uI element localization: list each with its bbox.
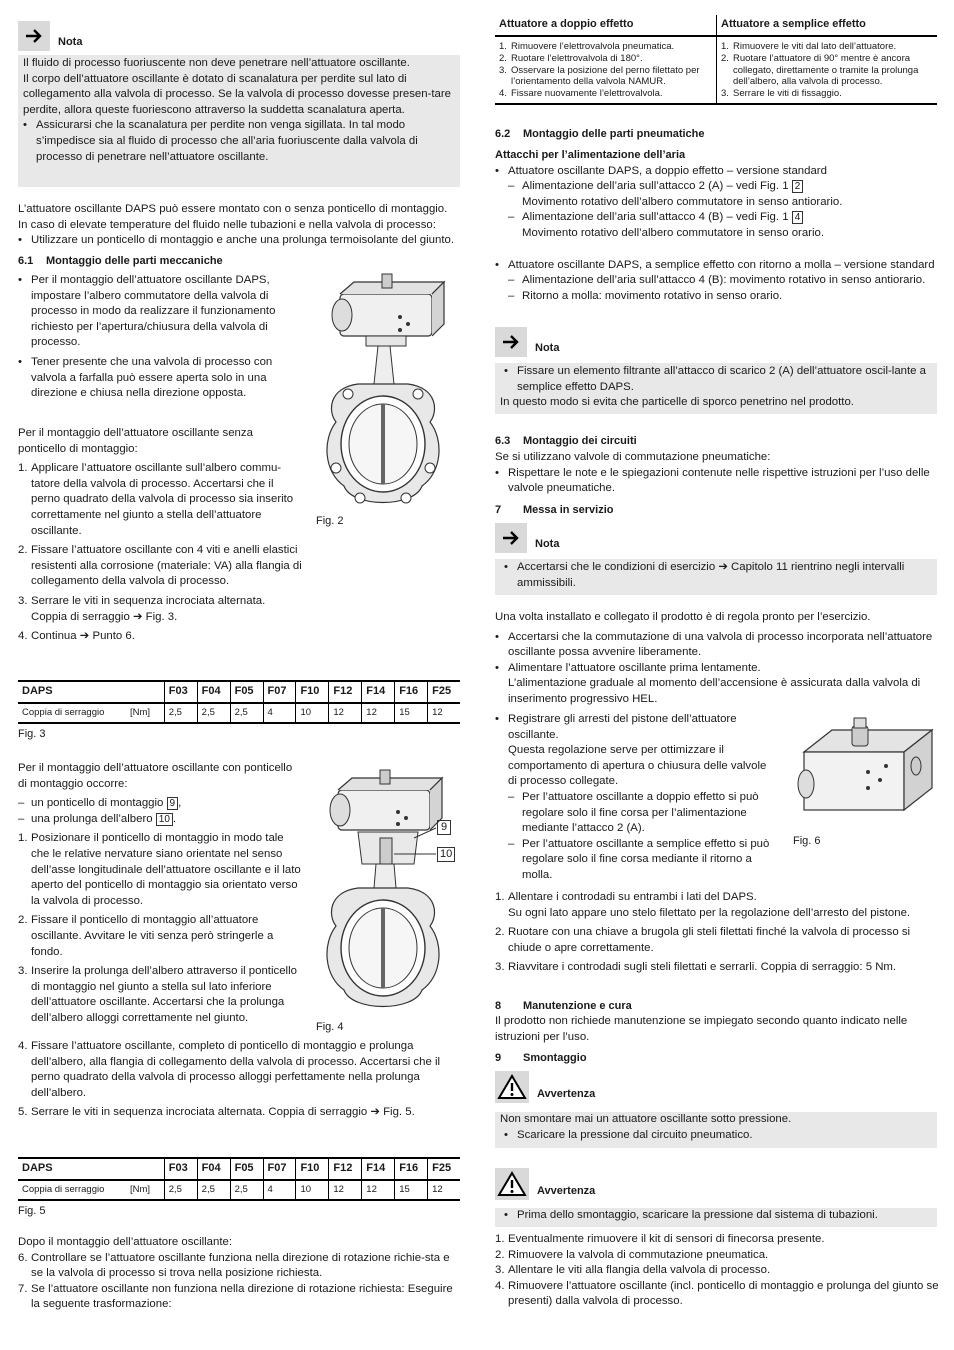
subheading: Attacchi per l’alimentazione dell’aria	[495, 149, 686, 161]
section-heading-6-3: 6.3 Montaggio dei circuiti	[495, 435, 637, 447]
table-cell: 12	[329, 1180, 362, 1200]
figure-caption: Fig. 3	[18, 728, 46, 740]
mounting-without-bridge	[18, 426, 304, 645]
note-box	[18, 55, 460, 187]
table-cell: [Nm]	[130, 1184, 151, 1195]
list-item: 2. Ruotare l’elettrovalvola di 180°.	[499, 52, 643, 64]
table-header: F04	[197, 681, 230, 703]
list-item: 2. Ruotare con una chiave a brugola gli steli filettati finché la valvola di processo si chiude o apre correttamente.	[495, 926, 911, 954]
mounting-with-bridge-cont	[18, 1039, 464, 1121]
section-heading-6-1: 6.1 Montaggio delle parti meccaniche	[18, 255, 223, 267]
table-header: F05	[230, 1158, 263, 1180]
list-item: 2. Fissare l’attuatore oscillante con 4 viti e anelli elastici resistenti alla corrosione (materiale: VA) alla flangia di collegamento della valvola di processo.	[18, 544, 302, 588]
table-header: F12	[329, 681, 362, 703]
double-acting-steps	[495, 36, 717, 104]
list-item: 3. Inserire la prolunga dell’albero attraverso il ponticello di montaggio nel giunto a stella sul lato inferiore dell’attuatore oscillante. Accertarsi che la prolunga dell’albero alloggi correttamente nel giunto.	[18, 965, 297, 1024]
list-item: 3. Riavvitare i controdadi sugli steli filettati e serrarli. Coppia di serraggio: 5 Nm.	[495, 961, 897, 974]
table-cell: 12	[428, 703, 460, 723]
list-item: 6. Controllare se l’attuatore oscillante funziona nella direzione di rotazione richie-sta e se la valvola di processo si trova nella posizione richiesta.	[18, 1251, 450, 1280]
table-cell: 12	[329, 703, 362, 723]
list-item: • Registrare gli arresti del pistone dell’attuatore oscillante.	[495, 712, 770, 743]
table-cell: 2,5	[197, 703, 230, 723]
list-item: 4. Fissare l’attuatore oscillante, completo di ponticello di montaggio e prolunga dell’albero, alla flangia di collegamento della valvola di processo. Accertarsi che il perno quadrato della valvola di processo alloggi perfettamente nella prolunga dell’albero.	[18, 1040, 441, 1099]
section-6-3-body	[495, 450, 941, 497]
warning-text: Non smontare mai un attuatore oscillante sotto pressione.	[500, 1113, 792, 1125]
warning-triangle-icon	[495, 1168, 529, 1200]
piston-stop-steps	[495, 890, 941, 976]
intro-block	[18, 202, 464, 249]
torque-table-fig5	[18, 1157, 460, 1201]
table-header: F03	[164, 681, 197, 703]
note-header	[495, 523, 695, 553]
piston-stop-block	[495, 712, 770, 884]
list-item: 7. Se l’attuatore oscillante non funziona nella direzione di rotazione richiesta: Eseguire la seguente trasformazione:	[18, 1282, 453, 1311]
after-mounting	[18, 1235, 464, 1313]
list-item: 1. Rimuovere l’elettrovalvola pneumatica.	[499, 41, 675, 52]
actuator-valve-drawing	[318, 272, 448, 512]
warning-triangle-icon	[495, 1071, 529, 1103]
single-acting-steps	[717, 36, 938, 104]
table-cell: 12	[428, 1180, 460, 1200]
table-header: F10	[296, 1158, 329, 1180]
list-item: – una prolunga dell’albero 10 .	[18, 812, 304, 828]
table-header: F07	[263, 681, 296, 703]
actuator-conversion-table	[495, 15, 937, 105]
intro-text: In caso di elevate temperature del fluido nelle tubazioni e nella valvola di processo:	[18, 218, 436, 231]
table-header: F16	[395, 681, 428, 703]
paragraph: Una volta installato e collegato il prodotto è di regola pronto per l’esercizio.	[495, 611, 871, 623]
list-item: • Per il montaggio dell’attuatore oscillante DAPS, impostare l’albero commutatore della valvola di processo in modo da realizzare il funzionamento richiesto per l’apertura/chiusura della valvola di processo.	[18, 273, 293, 351]
figure-caption: Fig. 4	[316, 1021, 344, 1033]
section-7-body	[495, 610, 941, 708]
table-header: F12	[329, 1158, 362, 1180]
warning-header	[495, 1071, 695, 1103]
note-title: Nota	[58, 36, 83, 49]
section-heading-8: 8 Manutenzione e cura	[495, 1000, 632, 1012]
list-item: – Per l’attuatore oscillante a doppio effetto si può regolare solo il fine corsa per l’alimentazione mediante l’attacco 2 (A).	[495, 790, 770, 837]
table-header: F25	[428, 681, 460, 703]
intro-bullet: • Utilizzare un ponticello di montaggio e anche una prolunga termoisolante del giunto.	[18, 233, 464, 249]
table-header: F07	[263, 1158, 296, 1180]
table-header: F14	[362, 681, 395, 703]
list-item: 4. Rimuovere l’attuatore oscillante (incl. ponticello di montaggio e prolunga del giunto se presenti) dalla valvola di processo.	[495, 1279, 939, 1308]
list-item: 1. Applicare l’attuatore oscillante sull’albero commu-tatore della valvola di processo. Accertarsi che il perno quadrato della valvola di processo sia inserito correttamente nel giunto a stella dell’attuatore oscillante.	[18, 462, 294, 537]
list-item-detail: L’alimentazione graduale al momento dell’accensione è assicurata dalla valvola di inserimento progressivo HEL.	[508, 677, 921, 705]
list-item: • Attuatore oscillante DAPS, a doppio effetto – versione standard	[495, 164, 941, 180]
paragraph: Il prodotto non richiede manutenzione se impiegato secondo quanto indicato nelle istruzioni per l’uso.	[495, 1015, 908, 1043]
table-cell: 2,5	[230, 1180, 263, 1200]
table-cell: 4	[263, 1180, 296, 1200]
section-heading-6-2: 6.2 Montaggio delle parti pneumatiche	[495, 128, 705, 140]
list-item: – Ritorno a molla: movimento rotativo in senso orario.	[495, 289, 941, 305]
warning-box	[495, 1208, 937, 1227]
table-row	[18, 703, 460, 723]
list-item-detail: Movimento rotativo dell’albero commutatore in senso orario.	[522, 226, 824, 239]
list-item: 3. Serrare le viti di fissaggio.	[721, 88, 842, 100]
table-header: F14	[362, 1158, 395, 1180]
note-text: In questo modo si evita che particelle di sporco penetrino nel prodotto.	[500, 396, 854, 409]
table-header: Attuatore a semplice effetto	[717, 15, 938, 36]
table-cell: 15	[395, 1180, 428, 1200]
table-header: F04	[197, 1158, 230, 1180]
table-header: F10	[296, 681, 329, 703]
list-item: 2. Fissare il ponticello di montaggio all’attuatore oscillante. Avvitare le viti senza però stringerle a fondo.	[18, 914, 274, 958]
list-item: • Alimentare l’attuatore oscillante prima lentamente.	[495, 661, 941, 677]
paragraph: Dopo il montaggio dell’attuatore oscillante:	[18, 1236, 233, 1248]
section-heading-7: 7 Messa in servizio	[495, 504, 614, 516]
note-box	[495, 363, 937, 414]
list-item: 3. Osservare la posizione del perno filettato per l’orientamento della valvola NAMUR.	[499, 64, 700, 88]
table-cell: 12	[362, 703, 395, 723]
note-bullet: • Assicurarsi che la scanalatura per perdite non venga sigillata. In tal modo s’impedisce sia al fluido di processo che all’aria fuoriuscente dalla valvola di processo di penetrare nell’attuatore oscillante.	[23, 118, 455, 165]
list-item: 1. Allentare i controdadi su entrambi i lati del DAPS. Su ogni lato appare uno stelo filettato per la regolazione dell’arresto del pistone.	[495, 891, 911, 919]
figure-ref-9: 9	[437, 820, 451, 835]
arrow-right-icon	[18, 21, 50, 51]
table-cell: 15	[395, 703, 428, 723]
table-header: F16	[395, 1158, 428, 1180]
arrow-right-icon	[495, 523, 527, 553]
table-cell: 2,5	[164, 703, 197, 723]
table-header: DAPS	[22, 685, 53, 698]
note-bullet: • Accertarsi che le condizioni di esercizio ➔ Capitolo 11 rientrino negli intervalli ammissibili.	[504, 560, 932, 591]
disassembly-steps	[495, 1232, 941, 1310]
intro-text: L’attuatore oscillante DAPS può essere montato con o senza ponticello di montaggio.	[18, 203, 448, 215]
note-title: Nota	[535, 538, 560, 551]
note-title: Nota	[535, 342, 560, 355]
table-cell: 10	[296, 1180, 329, 1200]
list-item: 4. Continua ➔ Punto 6.	[18, 630, 135, 643]
section-heading-9: 9 Smontaggio	[495, 1052, 587, 1064]
list-item: – un ponticello di montaggio 9 ,	[18, 796, 304, 812]
table-header: F03	[164, 1158, 197, 1180]
table-row	[18, 1180, 460, 1200]
table-cell: 4	[263, 703, 296, 723]
table-cell: 2,5	[164, 1180, 197, 1200]
table-cell: [Nm]	[130, 707, 151, 718]
list-item: • Rispettare le note e le spiegazioni contenute nelle rispettive istruzioni per l’uso delle valvole pneumatiche.	[495, 466, 941, 497]
table-cell: 10	[296, 703, 329, 723]
actuator-bridge-valve-drawing	[318, 768, 458, 1018]
torque-table-fig3	[18, 680, 460, 724]
table-header: F25	[428, 1158, 460, 1180]
list-item: 3. Serrare le viti in sequenza incrociata alternata. Coppia di serraggio ➔ Fig. 3.	[18, 594, 266, 623]
list-item: – Per l’attuatore oscillante a semplice effetto si può regolare solo il fine corsa mediante il ritorno a molla.	[495, 837, 770, 884]
list-item-detail: Questa regolazione serve per ottimizzare il comportamento di apertura o chiusura delle valvole di processo collegate.	[508, 744, 767, 788]
figure-ref-10: 10	[437, 847, 455, 862]
list-item: • Tener presente che una valvola di processo con valvola a farfalla può essere aperta solo in una direzione e chiusa nella direzione opposta.	[18, 355, 293, 402]
list-item: 2. Ruotare l’attuatore di 90° mentre è ancora collegato, direttamente o tramite la prolunga dell’albero, alla valvola di processo.	[721, 52, 919, 88]
mounting-with-bridge	[18, 761, 304, 1027]
list-item: 3. Allentare le viti alla flangia della valvola di processo.	[495, 1264, 771, 1277]
table-cell: Coppia di serraggio	[22, 707, 105, 718]
table-cell: Coppia di serraggio	[22, 1184, 105, 1195]
actuator-drawing	[796, 712, 938, 824]
table-header: DAPS	[22, 1162, 53, 1175]
note-text: Il corpo dell’attuatore oscillante è dotato di scanalatura per perdite sul lato di collegamento alla valvola di processo. Se la valvola di processo dovesse presen-tare perdite, allora queste fuoriescono attraverso la suddetta scanalatura aperta.	[23, 72, 452, 116]
warning-header	[495, 1168, 695, 1200]
paragraph: Per il montaggio dell’attuatore oscillante con ponticello di montaggio occorre:	[18, 762, 293, 790]
table-header: F05	[230, 681, 263, 703]
list-item: 2. Rimuovere la valvola di commutazione pneumatica.	[495, 1248, 769, 1261]
paragraph: Se si utilizzano valvole di commutazione pneumatiche:	[495, 451, 771, 463]
note-bullet: • Fissare un elemento filtrante all’attacco di scarico 2 (A) dell’attuatore oscil-lante a semplice effetto DAPS.	[504, 364, 932, 395]
warning-bullet: • Prima dello smontaggio, scaricare la pressione dal sistema di tubazioni.	[504, 1208, 932, 1224]
list-item-detail: Movimento rotativo dell’albero commutatore in senso antiorario.	[522, 195, 843, 208]
figure-caption: Fig. 6	[793, 835, 821, 847]
figure-caption: Fig. 2	[316, 515, 344, 527]
list-item: • Attuatore oscillante DAPS, a semplice effetto con ritorno a molla – versione standard	[495, 258, 941, 274]
list-item: 1. Eventualmente rimuovere il kit di sensori di finecorsa presente.	[495, 1233, 825, 1245]
note-text: Il fluido di processo fuoriuscente non deve penetrare nell’attuatore oscillante.	[23, 57, 410, 69]
note-header	[18, 21, 218, 51]
section-6-1-bullets	[18, 273, 293, 402]
table-header: Attuatore a doppio effetto	[495, 15, 717, 36]
table-cell: 12	[362, 1180, 395, 1200]
table-cell: 2,5	[197, 1180, 230, 1200]
list-item: 4. Fissare nuovamente l’elettrovalvola.	[499, 88, 663, 100]
warning-bullet: • Scaricare la pressione dal circuito pneumatico.	[504, 1128, 932, 1144]
figure-caption: Fig. 5	[18, 1205, 46, 1217]
paragraph: Per il montaggio dell’attuatore oscillante senza ponticello di montaggio:	[18, 427, 253, 455]
list-item: 1. Rimuovere le viti dal lato dell’attuatore.	[721, 41, 897, 52]
list-item: • Accertarsi che la commutazione di una valvola di processo incorporata nell’attuatore oscillante possa avvenire liberamente.	[495, 630, 941, 661]
table-cell: 2,5	[230, 703, 263, 723]
list-item: – Alimentazione dell’aria sull’attacco 2 (A) – vedi Fig. 1 2	[495, 179, 941, 195]
warning-title: Avvertenza	[537, 1185, 596, 1198]
warning-box	[495, 1112, 937, 1148]
note-box	[495, 559, 937, 595]
list-item: 5. Serrare le viti in sequenza incrociata alternata. Coppia di serraggio ➔ Fig. 5.	[18, 1106, 415, 1119]
list-item: – Alimentazione dell’aria sull’attacco 4 (B) – vedi Fig. 1 4	[495, 210, 941, 226]
note-header	[495, 327, 695, 357]
list-item: 1. Posizionare il ponticello di montaggio in modo tale che le relative nervature siano orientate nel senso dell’asse longitudinale dell’attuatore oscillante e il lato aperto del ponticello di montaggio sia orientato verso la valvola di processo.	[18, 832, 301, 907]
section-6-2-body	[495, 148, 941, 304]
warning-title: Avvertenza	[537, 1088, 596, 1101]
arrow-right-icon	[495, 327, 527, 357]
list-item: – Alimentazione dell’aria sull’attacco 4 (B): movimento rotativo in senso antiorario.	[495, 273, 941, 289]
